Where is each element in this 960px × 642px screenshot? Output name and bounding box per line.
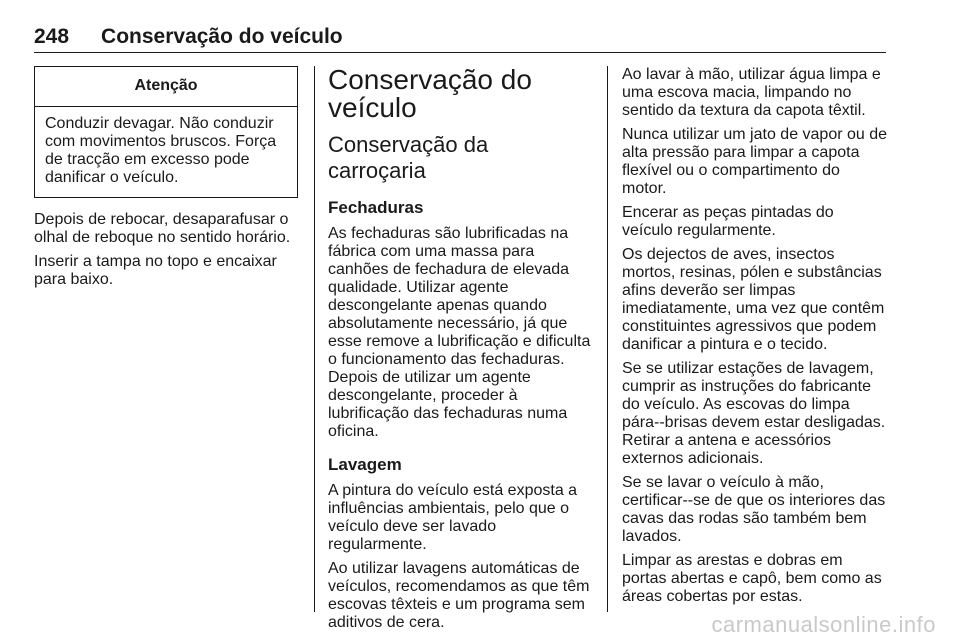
column-divider (314, 66, 315, 612)
page-header (34, 22, 886, 53)
paragraph-bird-droppings: Os dejectos de aves, insectos mortos, resinas, pólen e substâncias afins deverão ser limpas imediatamente, uma vez que contêm constituintes agressivos que podem danificar a pintura e o tecido. (622, 246, 885, 353)
column-middle (328, 66, 592, 638)
topic-heading-washing: Lavagem (328, 455, 402, 474)
section-heading-vehicle-care: Conservação do veículo (328, 64, 532, 123)
subsection-heading-body-care: Conservação da carroçaria (328, 132, 489, 183)
warning-body: Conduzir devagar. Não conduzir com movimentos bruscos. Força de tracção em excesso pode danificar o veículo. (45, 115, 277, 186)
warning-box (34, 66, 298, 198)
topic-heading-locks: Fechaduras (328, 198, 424, 217)
paragraph-washing-1: A pintura do veículo está exposta a influências ambientais, pelo que o veículo deve ser lavado regularmente. (328, 482, 578, 553)
column-left (34, 66, 298, 295)
paragraph-edges-folds: Limpar as arestas e dobras em portas abertas e capô, bem como as áreas cobertas por estas. (622, 552, 882, 605)
column-right (622, 66, 888, 612)
column-divider (607, 66, 608, 612)
paragraph-no-steam-jet: Nunca utilizar um jato de vapor ou de alta pressão para limpar a capota flexível ou o compartimento do motor. (622, 126, 888, 197)
paragraph-insert-cover: Inserir a tampa no topo e encaixar para baixo. (34, 253, 277, 288)
paragraph-wax: Encerar as peças pintadas do veículo regularmente. (622, 204, 834, 239)
paragraph-washing-2: Ao utilizar lavagens automáticas de veículos, recomendamos as que têm escovas têxteis e um programa sem aditivos de cera. (328, 560, 590, 631)
chapter-title: Conservação do veículo (101, 25, 343, 48)
paragraph-locks: As fechaduras são lubrificadas na fábrica com uma massa para canhões de fechadura de elevada qualidade. Utilizar agente descongelante apenas quando absolutamente necessário, já que esse remove a lubrificação e dificulta o funcionamento das fechaduras. Depois de utilizar um agente descongelante, proceder à lubrificação das fechaduras numa oficina. (328, 225, 591, 440)
paragraph-wheel-housings: Se se lavar o veículo à mão, certificar--se de que os interiores das cavas das rodas são também bem lavados. (622, 474, 886, 545)
page-number: 248 (34, 25, 70, 48)
warning-title: Atenção (35, 67, 297, 107)
paragraph-car-wash-stations: Se se utilizar estações de lavagem, cumprir as instruções do fabricante do veículo. As escovas do limpa pára--brisas devem estar desligadas. Retirar a antena e acessórios externos adicionais. (622, 360, 886, 467)
paragraph-hand-wash: Ao lavar à mão, utilizar água limpa e uma escova macia, limpando no sentido da textura da capota têxtil. (622, 66, 881, 119)
watermark: carmanualsonline.info (711, 612, 936, 637)
paragraph-unscrew-towing-eye: Depois de rebocar, desaparafusar o olhal de reboque no sentido horário. (34, 211, 291, 246)
